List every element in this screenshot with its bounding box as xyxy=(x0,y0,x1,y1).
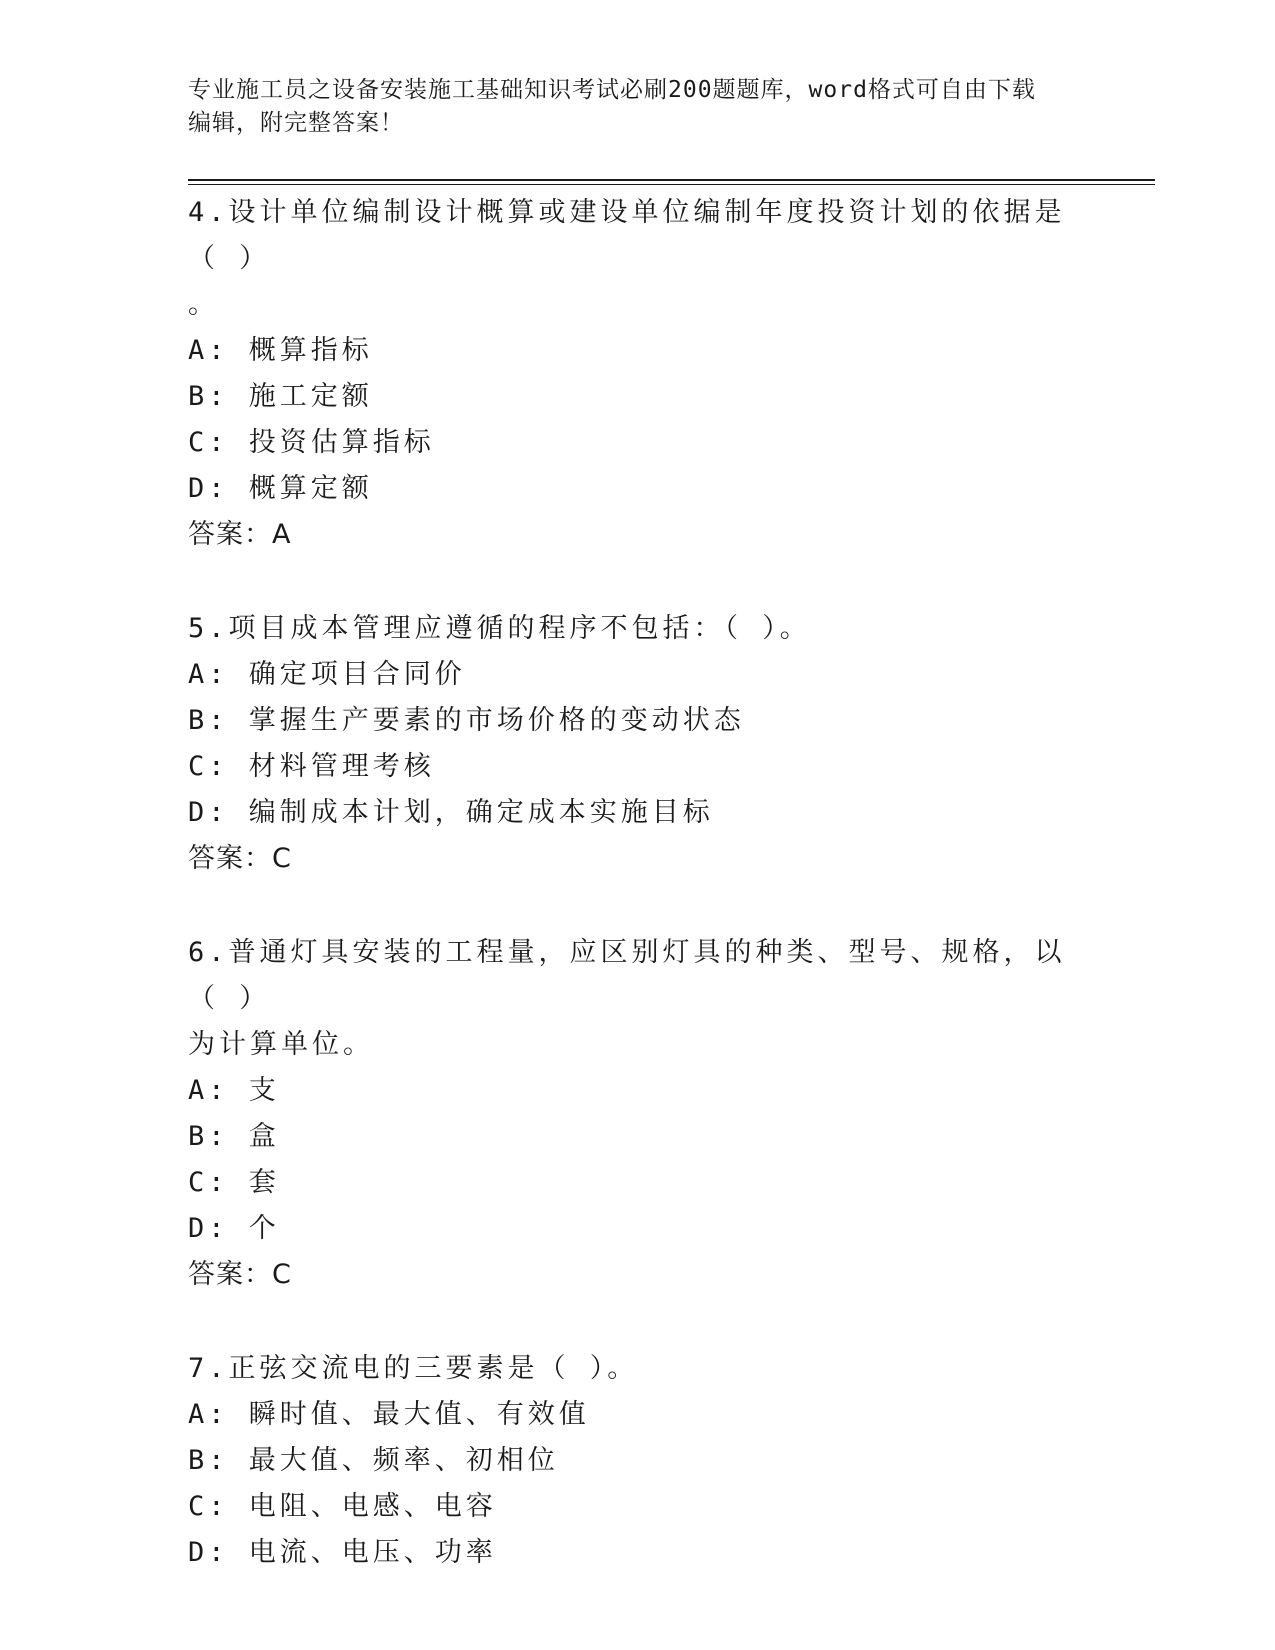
header-line-1: 专业施工员之设备安装施工基础知识考试必刷200题题库，word格式可自由下载 xyxy=(188,77,1036,103)
option-b: B: 施工定额 xyxy=(188,381,373,412)
header-divider-thin xyxy=(188,184,1155,185)
option-c: C: 套 xyxy=(188,1167,280,1198)
question-7 xyxy=(188,1346,1088,1576)
option-a: A: 确定项目合同价 xyxy=(188,659,466,690)
question-6 xyxy=(188,930,1088,1298)
answer-line: 答案：C xyxy=(188,843,292,874)
answer-line: 答案：A xyxy=(188,519,292,550)
document-header xyxy=(188,74,1068,140)
option-d: D: 编制成本计划，确定成本实施目标 xyxy=(188,797,714,828)
option-b: B: 掌握生产要素的市场价格的变动状态 xyxy=(188,705,745,736)
option-d: D: 电流、电压、功率 xyxy=(188,1537,497,1568)
option-b: B: 最大值、频率、初相位 xyxy=(188,1445,559,1476)
question-5 xyxy=(188,606,1088,882)
question-text-continued: 为计算单位。 xyxy=(188,1029,374,1060)
question-list xyxy=(188,190,1088,1624)
header-line-2: 编辑，附完整答案！ xyxy=(188,110,404,136)
option-a: A: 支 xyxy=(188,1075,280,1106)
answer-line: 答案：C xyxy=(188,1259,292,1290)
option-c: C: 投资估算指标 xyxy=(188,427,435,458)
option-a: A: 瞬时值、最大值、有效值 xyxy=(188,1399,590,1430)
option-d: D: 概算定额 xyxy=(188,473,373,504)
question-text: 4.设计单位编制设计概算或建设单位编制年度投资计划的依据是（ ） xyxy=(188,197,1066,274)
question-4 xyxy=(188,190,1088,558)
question-text-continued: 。 xyxy=(188,289,219,320)
option-a: A: 概算指标 xyxy=(188,335,373,366)
question-text: 6.普通灯具安装的工程量，应区别灯具的种类、型号、规格，以（ ） xyxy=(188,937,1066,1014)
option-d: D: 个 xyxy=(188,1213,280,1244)
option-c: C: 电阻、电感、电容 xyxy=(188,1491,497,1522)
question-text: 5.项目成本管理应遵循的程序不包括：（ ）。 xyxy=(188,613,811,644)
question-text: 7.正弦交流电的三要素是（ ）。 xyxy=(188,1353,639,1384)
header-divider-thick xyxy=(188,179,1155,181)
option-b: B: 盒 xyxy=(188,1121,280,1152)
option-c: C: 材料管理考核 xyxy=(188,751,435,782)
